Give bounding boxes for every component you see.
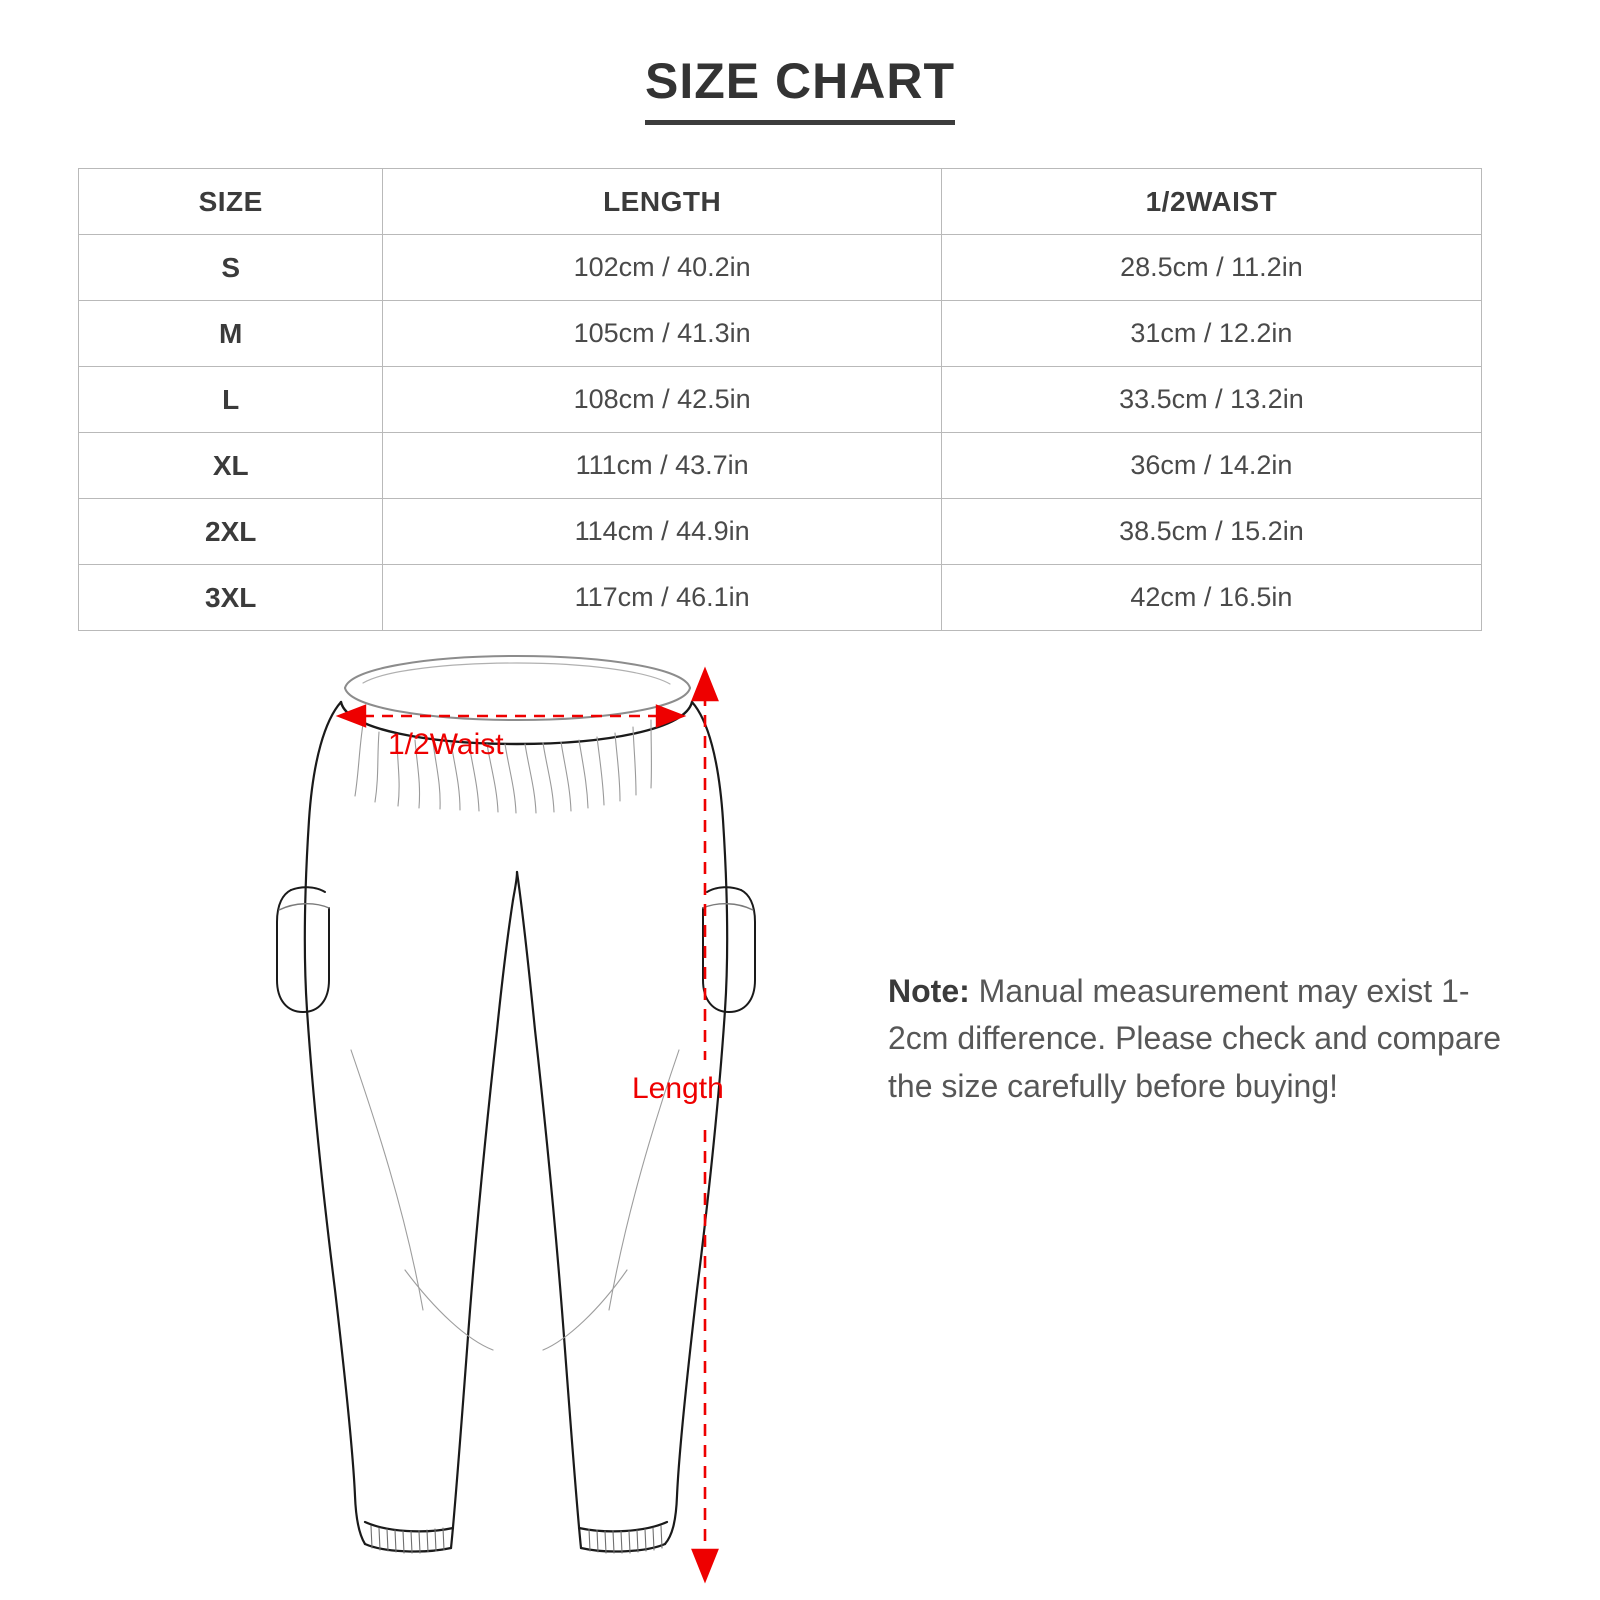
cell-waist: 36cm / 14.2in bbox=[941, 433, 1481, 499]
cell-waist: 42cm / 16.5in bbox=[941, 565, 1481, 631]
note-text bbox=[888, 968, 1508, 1110]
table-row bbox=[79, 235, 1482, 301]
note-body: Manual measurement may exist 1-2cm difference. Please check and compare the size carefully before buying! bbox=[888, 973, 1502, 1104]
table-row bbox=[79, 499, 1482, 565]
column-header-waist: 1/2WAIST bbox=[941, 169, 1481, 235]
cell-length: 117cm / 46.1in bbox=[383, 565, 941, 631]
cell-waist: 38.5cm / 15.2in bbox=[941, 499, 1481, 565]
size-chart-table bbox=[78, 168, 1482, 631]
table-row bbox=[79, 433, 1482, 499]
table-row bbox=[79, 565, 1482, 631]
cell-size: S bbox=[79, 235, 383, 301]
column-header-length: LENGTH bbox=[383, 169, 941, 235]
table-header-row bbox=[79, 169, 1482, 235]
cell-length: 102cm / 40.2in bbox=[383, 235, 941, 301]
cell-waist: 31cm / 12.2in bbox=[941, 301, 1481, 367]
cell-size: 2XL bbox=[79, 499, 383, 565]
cell-length: 111cm / 43.7in bbox=[383, 433, 941, 499]
cell-waist: 33.5cm / 13.2in bbox=[941, 367, 1481, 433]
cell-size: XL bbox=[79, 433, 383, 499]
table-row bbox=[79, 367, 1482, 433]
page-title: SIZE CHART bbox=[645, 52, 955, 125]
waist-measurement-label: 1/2Waist bbox=[388, 728, 504, 761]
note-label: Note: bbox=[888, 973, 970, 1009]
cell-length: 114cm / 44.9in bbox=[383, 499, 941, 565]
length-measurement-arrow bbox=[640, 660, 770, 1590]
size-chart-table-container bbox=[78, 168, 1482, 631]
length-measurement-label: Length bbox=[632, 1072, 724, 1105]
cell-length: 108cm / 42.5in bbox=[383, 367, 941, 433]
column-header-size: SIZE bbox=[79, 169, 383, 235]
cell-size: M bbox=[79, 301, 383, 367]
cell-size: L bbox=[79, 367, 383, 433]
cell-length: 105cm / 41.3in bbox=[383, 301, 941, 367]
table-row bbox=[79, 301, 1482, 367]
cell-waist: 28.5cm / 11.2in bbox=[941, 235, 1481, 301]
page-title-container bbox=[0, 52, 1600, 125]
cell-size: 3XL bbox=[79, 565, 383, 631]
